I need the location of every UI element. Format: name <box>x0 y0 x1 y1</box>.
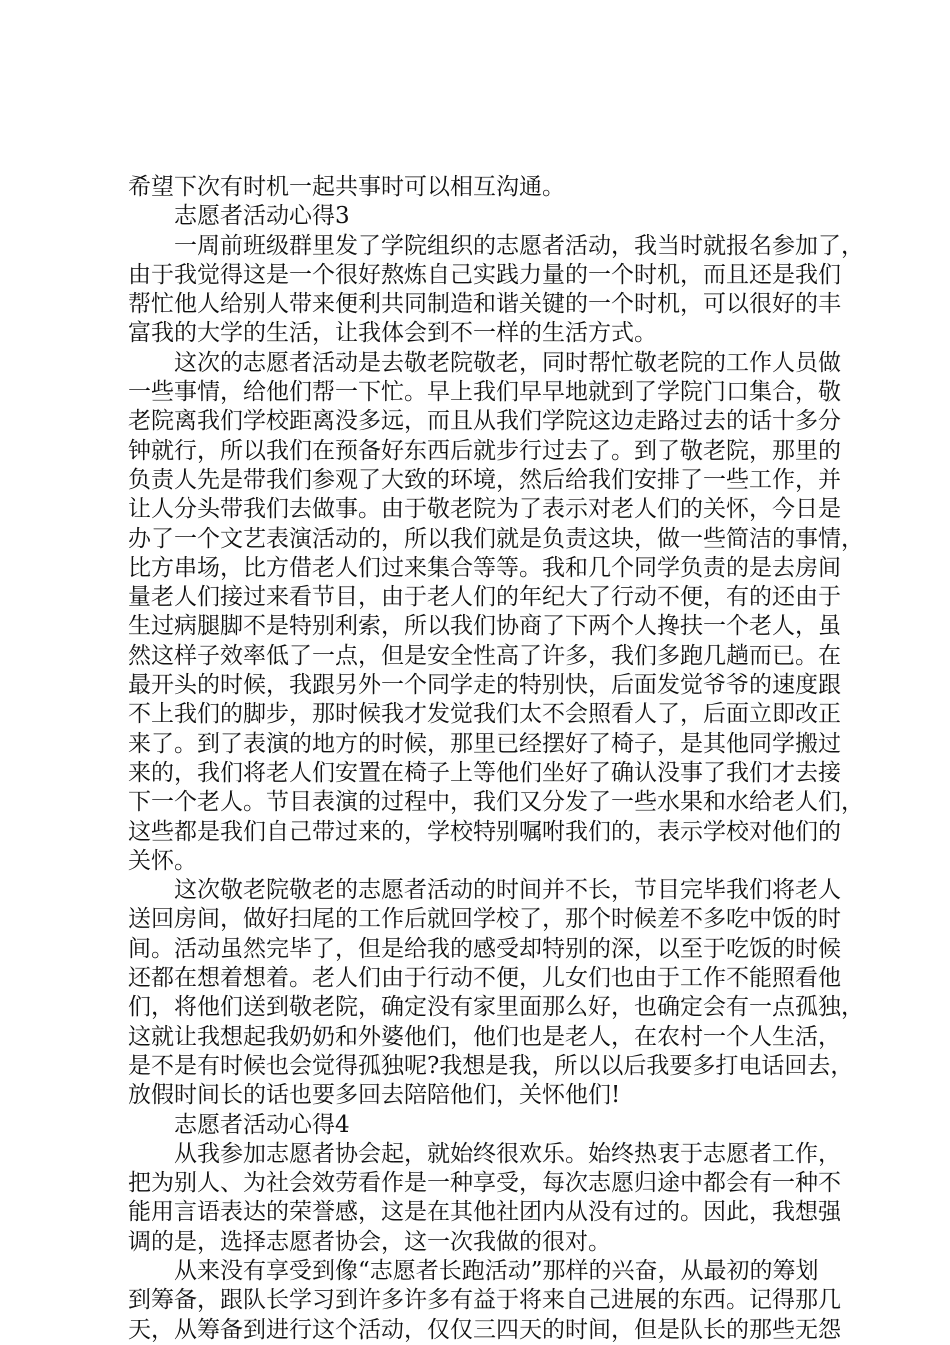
text-line: 们，将他们送到敬老院，确定没有家里面那么好，也确定会有一点孤独， <box>128 994 864 1021</box>
text-line: 这就让我想起我奶奶和外婆他们，他们也是老人，在农村一个人生活， <box>128 1023 841 1050</box>
text-line: 钟就行，所以我们在预备好东西后就步行过去了。到了敬老院，那里的 <box>128 437 841 464</box>
text-line: 间。活动虽然完毕了，但是给我的感受却特别的深，以至于吃饭的时候 <box>128 935 841 962</box>
document-body <box>128 173 864 1345</box>
text-line: 这次敬老院敬老的志愿者活动的时间并不长，节目完毕我们将老人 <box>174 877 841 904</box>
text-line: 最开头的时候，我跟另外一个同学走的特别快，后面发觉爷爷的速度跟 <box>128 672 841 699</box>
text-line: 关怀。 <box>128 847 197 874</box>
text-line: 从我参加志愿者协会起，就始终很欢乐。始终热衷于志愿者工作， <box>174 1140 841 1167</box>
text-line: 还都在想着想着。老人们由于行动不便，儿女们也由于工作不能照看他 <box>128 965 841 992</box>
text-line: 让人分头带我们去做事。由于敬老院为了表示对老人们的关怀，今日是 <box>128 496 841 523</box>
text-line: 不上我们的脚步，那时候我才发觉我们太不会照看人了，后面立即改正 <box>128 701 841 728</box>
text-line: 办了一个文艺表演活动的，所以我们就是负责这块，做一些简洁的事情， <box>128 525 864 552</box>
text-line: 由于我觉得这是一个很好熬炼自己实践力量的一个时机，而且还是我们 <box>128 261 841 288</box>
text-line: 来的，我们将老人们安置在椅子上等他们坐好了确认没事了我们才去接 <box>128 759 841 786</box>
text-line: 希望下次有时机一起共事时可以相互沟通。 <box>128 174 565 200</box>
text-line: 能用言语表达的荣誉感，这是在其他社团内从没有过的。因此，我想强 <box>128 1199 841 1226</box>
text-line: 量老人们接过来看节目，由于老人们的年纪大了行动不便，有的还由于 <box>128 584 841 611</box>
text-line: 帮忙他人给别人带来便利共同制造和谐关键的一个时机，可以很好的丰 <box>128 291 841 318</box>
text-line: 老院离我们学校距离没多远，而且从我们学院这边走路过去的话十多分 <box>128 408 841 435</box>
text-line: 来了。到了表演的地方的时候，那里已经摆好了椅子，是其他同学搬过 <box>128 730 841 757</box>
text-line: 这次的志愿者活动是去敬老院敬老，同时帮忙敬老院的工作人员做 <box>174 349 841 376</box>
text-line: 比方串场，比方借老人们过来集合等等。我和几个同学负责的是去房间 <box>128 554 841 581</box>
text-line: 是不是有时候也会觉得孤独呢?我想是我，所以以后我要多打电话回去， <box>128 1052 854 1079</box>
text-line: 一些事情，给他们帮一下忙。早上我们早早地就到了学院门口集合，敬 <box>128 379 841 406</box>
text-line: 然这样子效率低了一点，但是安全性高了许多，我们多跑几趟而已。在 <box>128 642 841 669</box>
text-line: 生过病腿脚不是特别利索，所以我们协商了下两个人搀扶一个老人，虽 <box>128 613 841 640</box>
text-line: 志愿者活动心得3 <box>174 203 350 230</box>
text-line: 放假时间长的话也要多回去陪陪他们，关怀他们! <box>128 1082 621 1109</box>
text-line: 天，从筹备到进行这个活动，仅仅三四天的时间，但是队长的那些无怨 <box>128 1316 841 1343</box>
text-line: 志愿者活动心得4 <box>174 1111 350 1138</box>
text-line: 从来没有享受到像“志愿者长跑活动”那样的兴奋，从最初的筹划 <box>174 1257 819 1284</box>
text-line: 下一个老人。节目表演的过程中，我们又分发了一些水果和水给老人们， <box>128 789 864 816</box>
text-line: 富我的大学的生活，让我体会到不一样的生活方式。 <box>128 320 657 347</box>
text-line: 送回房间，做好扫尾的工作后就回学校了，那个时候差不多吃中饭的时 <box>128 906 841 933</box>
text-line: 负责人先是带我们参观了大致的环境，然后给我们安排了一些工作，并 <box>128 466 841 493</box>
text-line: 到筹备，跟队长学习到许多许多有益于将来自己进展的东西。记得那几 <box>128 1287 841 1314</box>
text-line: 这些都是我们自己带过来的，学校特别嘱咐我们的，表示学校对他们的 <box>128 818 841 845</box>
text-line: 把为别人、为社会效劳看作是一种享受，每次志愿归途中都会有一种不 <box>128 1170 841 1197</box>
text-line: 一周前班级群里发了学院组织的志愿者活动，我当时就报名参加了， <box>174 232 864 259</box>
text-line: 调的是，选择志愿者协会，这一次我做的很对。 <box>128 1228 611 1255</box>
